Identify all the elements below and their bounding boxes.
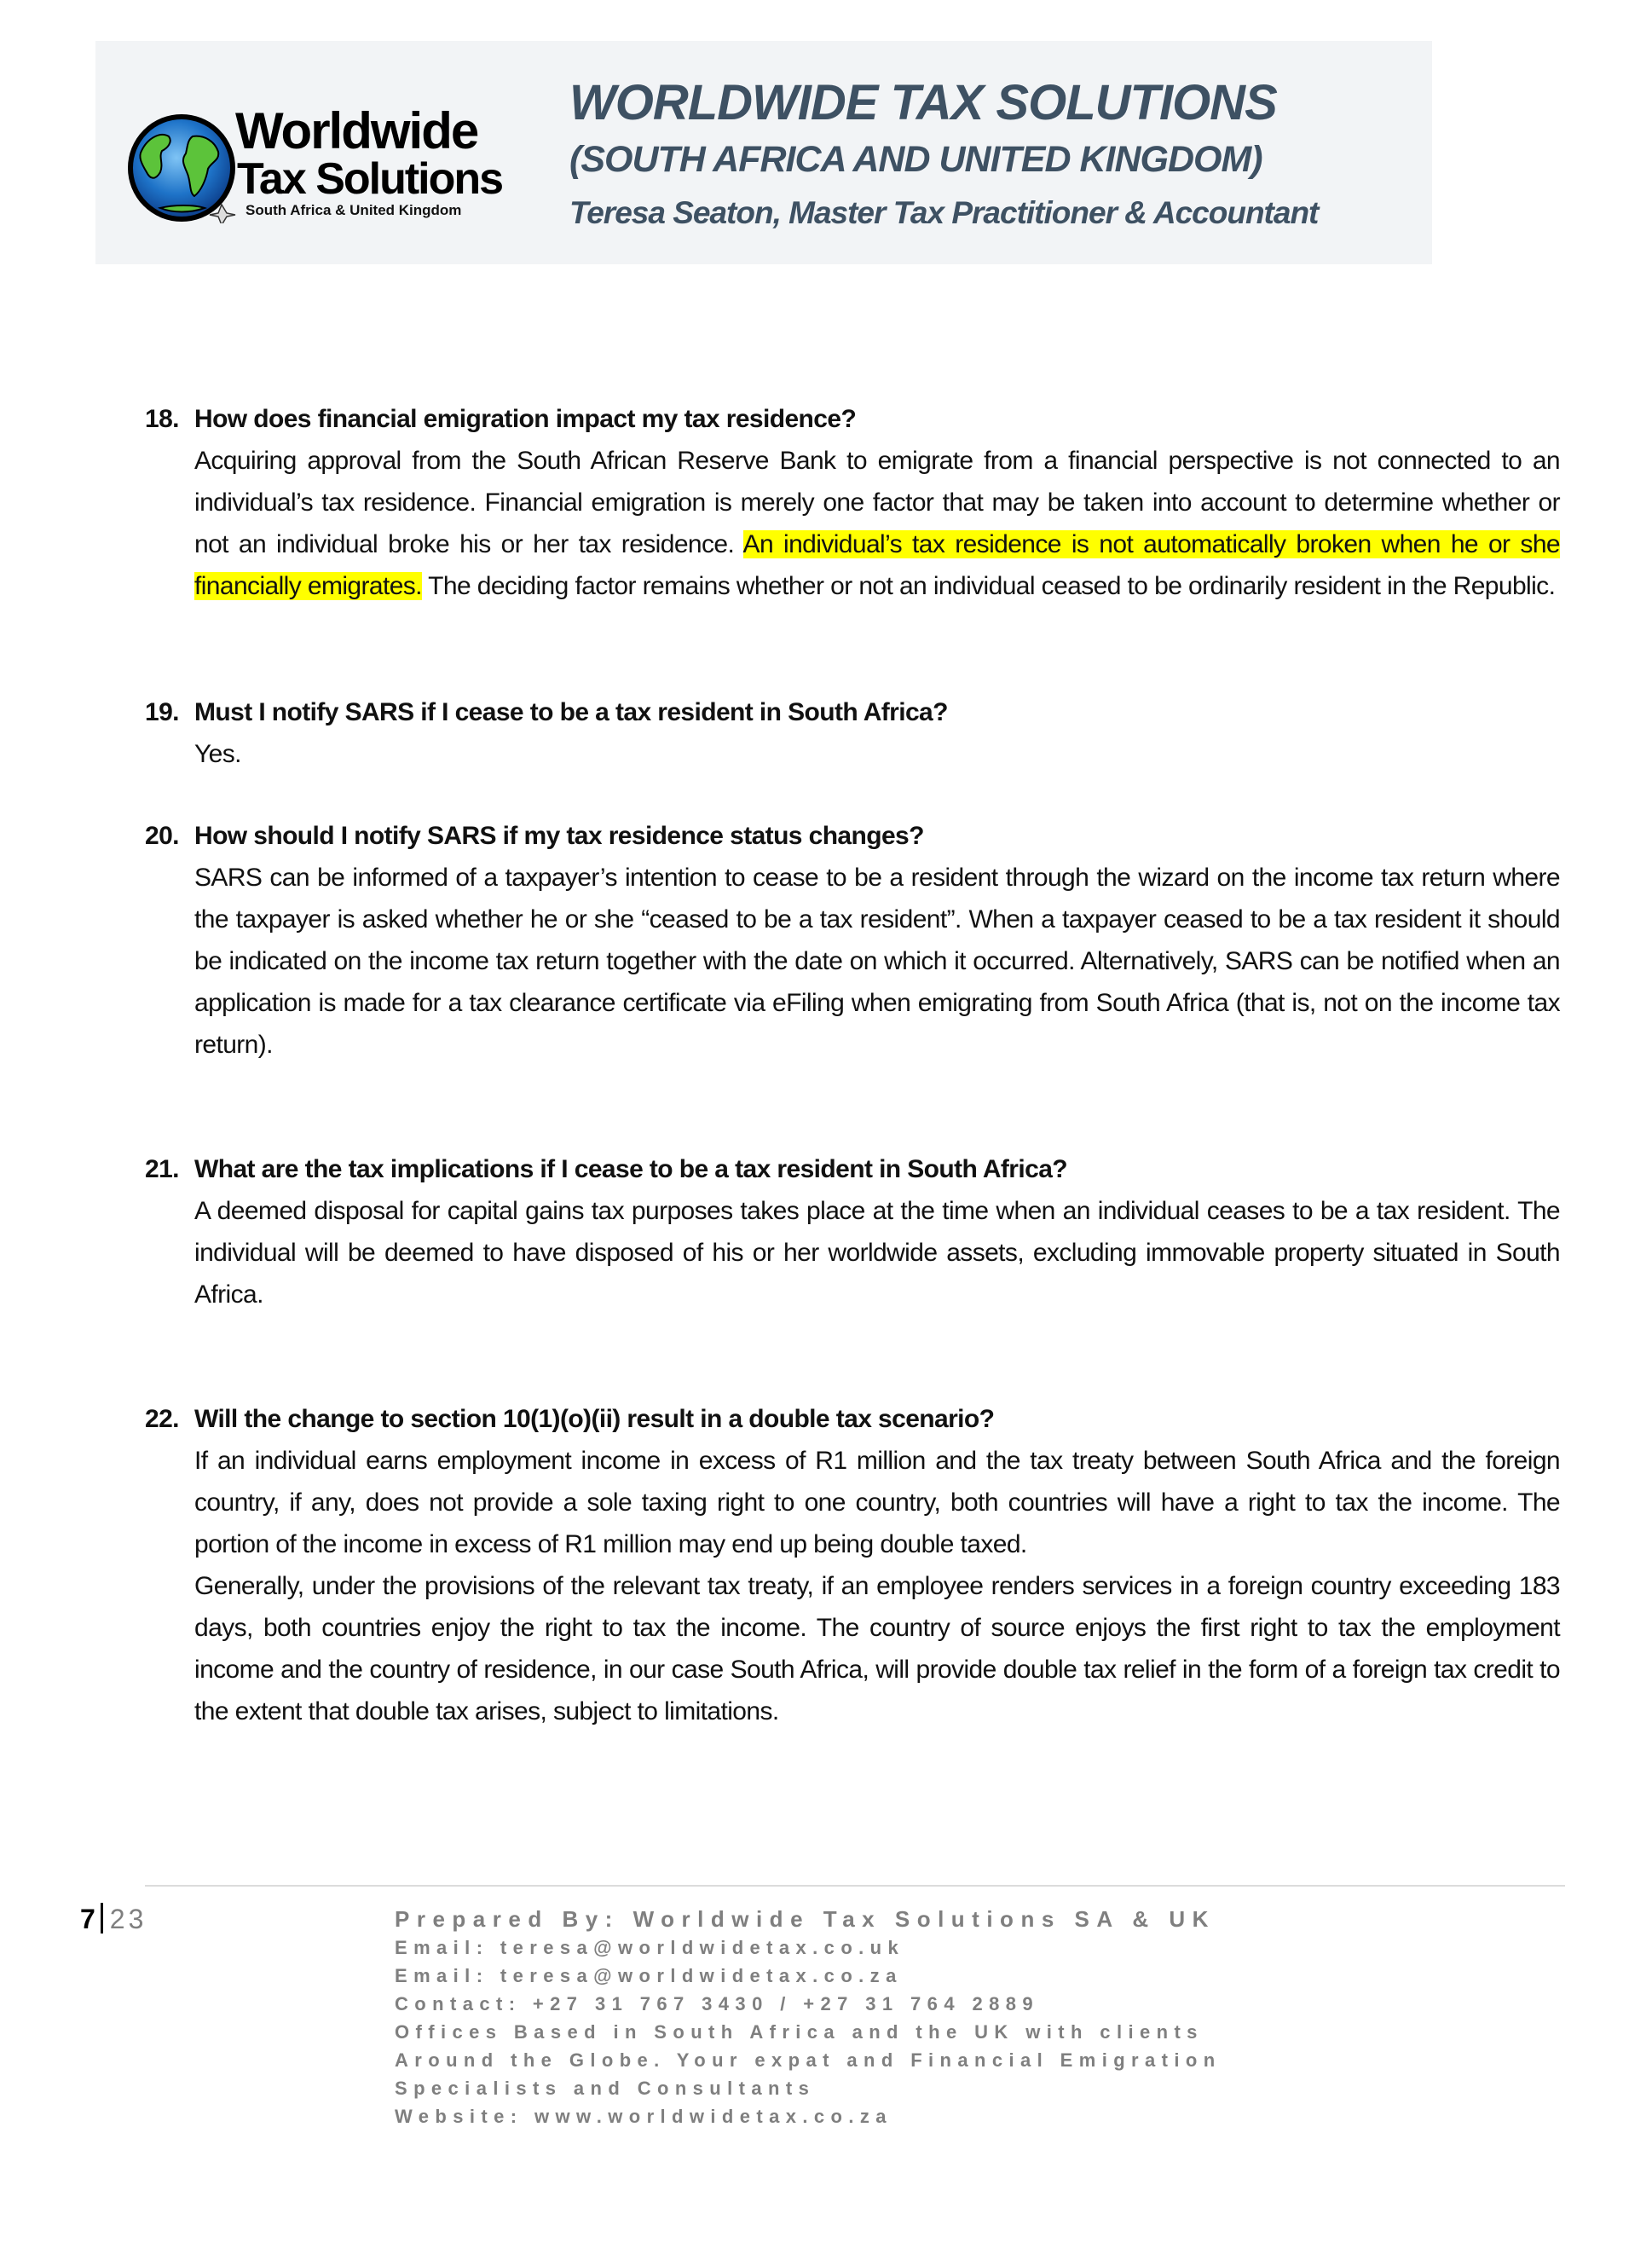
faq-question bbox=[145, 399, 1560, 440]
faq-answer: Yes. bbox=[194, 740, 241, 768]
logo-wordmark-line2: Tax Solutions bbox=[237, 154, 503, 204]
faq-item-20 bbox=[145, 816, 1560, 1066]
footer-email-uk: Email: teresa@worldwidetax.co.uk bbox=[395, 1937, 905, 1958]
faq-number: 18. bbox=[145, 405, 179, 433]
faq-answer bbox=[194, 440, 1560, 607]
faq-item-19 bbox=[145, 692, 1560, 775]
faq-number: 20. bbox=[145, 822, 179, 850]
faq-number: 19. bbox=[145, 698, 179, 726]
faq-question-text: Will the change to section 10(1)(o)(ii) result in a double tax scenario? bbox=[194, 1405, 995, 1433]
faq-answer bbox=[194, 1440, 1560, 1732]
answer-text: Acquiring approval from the South African Reserve Bank to emigrate from a financial perspective is not connected to an individual’s tax residence. Financial emigration is merely one factor that may be taken into account to determine whether or not an individual broke his or her tax residence. bbox=[194, 447, 1560, 558]
answer-paragraph: If an individual earns employment income in excess of R1 million and the tax treaty between South Africa and the foreign country, if any, does not provide a sole taxing right to one country, both countries will have a right to tax the income. The portion of the income in excess of R1 million may end up being double taxed. bbox=[194, 1447, 1560, 1558]
globe-icon bbox=[126, 113, 237, 223]
footer-offices-line3: Specialists and Consultants bbox=[395, 2078, 816, 2099]
faq-item-22 bbox=[145, 1399, 1560, 1732]
footer-contact-phone: Contact: +27 31 767 3430 / +27 31 764 2889 bbox=[395, 1993, 1040, 2014]
letterhead-titles bbox=[569, 75, 1319, 230]
faq-number: 21. bbox=[145, 1155, 179, 1183]
faq-question bbox=[145, 1399, 1560, 1440]
logo-tagline: South Africa & United Kingdom bbox=[245, 202, 462, 218]
footer-offices-line2: Around the Globe. Your expat and Financial Emigration bbox=[395, 2049, 1222, 2071]
footer-contact-block bbox=[395, 1905, 1222, 2130]
page-current: 7 bbox=[80, 1904, 95, 1934]
footer-email-za: Email: teresa@worldwidetax.co.za bbox=[395, 1965, 903, 1986]
answer-paragraph: Generally, under the provisions of the relevant tax treaty, if an employee renders services in a foreign country exceeding 183 days, both countries enjoy the right to tax the income. The country of source enjoys the first right to tax the employment income and the country of residence, in our case South Africa, will provide double tax relief in the form of a foreign tax credit to the extent that double tax arises, subject to limitations. bbox=[194, 1572, 1560, 1725]
faq-question-text: How does financial emigration impact my tax residence? bbox=[194, 405, 857, 433]
faq-question bbox=[145, 1149, 1560, 1190]
faq-question-text: What are the tax implications if I cease to be a tax resident in South Africa? bbox=[194, 1155, 1068, 1183]
page-separator bbox=[101, 1903, 103, 1933]
faq-question bbox=[145, 692, 1560, 733]
faq-list bbox=[145, 399, 1560, 1732]
faq-number: 22. bbox=[145, 1405, 179, 1433]
company-subtitle: (SOUTH AFRICA AND UNITED KINGDOM) bbox=[569, 139, 1262, 180]
answer-text: The deciding factor remains whether or not an individual ceased to be ordinarily resident in the Republic. bbox=[421, 572, 1556, 600]
faq-question bbox=[145, 816, 1560, 857]
logo-wordmark-line1: Worldwide bbox=[235, 102, 478, 159]
faq-question-text: How should I notify SARS if my tax residence status changes? bbox=[194, 822, 924, 850]
company-title: WORLDWIDE TAX SOLUTIONS bbox=[569, 75, 1277, 130]
faq-answer: A deemed disposal for capital gains tax purposes takes place at the time when an individual ceases to be a tax resident. The individual will be deemed to have disposed of his or her worldwide assets, excluding immovable property situated in South Africa. bbox=[194, 1197, 1560, 1309]
faq-item-21 bbox=[145, 1149, 1560, 1315]
page-number bbox=[80, 1903, 147, 1933]
footer-prepared-by: Prepared By: Worldwide Tax Solutions SA & UK bbox=[395, 1906, 1216, 1932]
footer-divider bbox=[145, 1885, 1565, 1887]
footer-offices-line1: Offices Based in South Africa and the UK with clients bbox=[395, 2021, 1204, 2043]
highlighted-text: An individual’s tax residence is not automatically broken when he or she financially emigrates. bbox=[194, 530, 1560, 600]
page-total: 23 bbox=[109, 1904, 147, 1934]
faq-question-text: Must I notify SARS if I cease to be a tax resident in South Africa? bbox=[194, 698, 948, 726]
company-logo bbox=[126, 102, 510, 230]
faq-answer: SARS can be informed of a taxpayer’s intention to cease to be a resident through the wizard on the income tax return where the taxpayer is asked whether he or she “ceased to be a tax resident”. When a taxpayer ceased to be a tax resident it should be indicated on the income tax return together with the date on which it occurred. Alternatively, SARS can be notified when an application is made for a tax clearance certificate via eFiling when emigrating from South Africa (that is, not on the income tax return). bbox=[194, 864, 1560, 1059]
footer-website: Website: www.worldwidetax.co.za bbox=[395, 2106, 892, 2127]
faq-item-18 bbox=[145, 399, 1560, 607]
author-byline: Teresa Seaton, Master Tax Practitioner & Accountant bbox=[569, 195, 1319, 230]
